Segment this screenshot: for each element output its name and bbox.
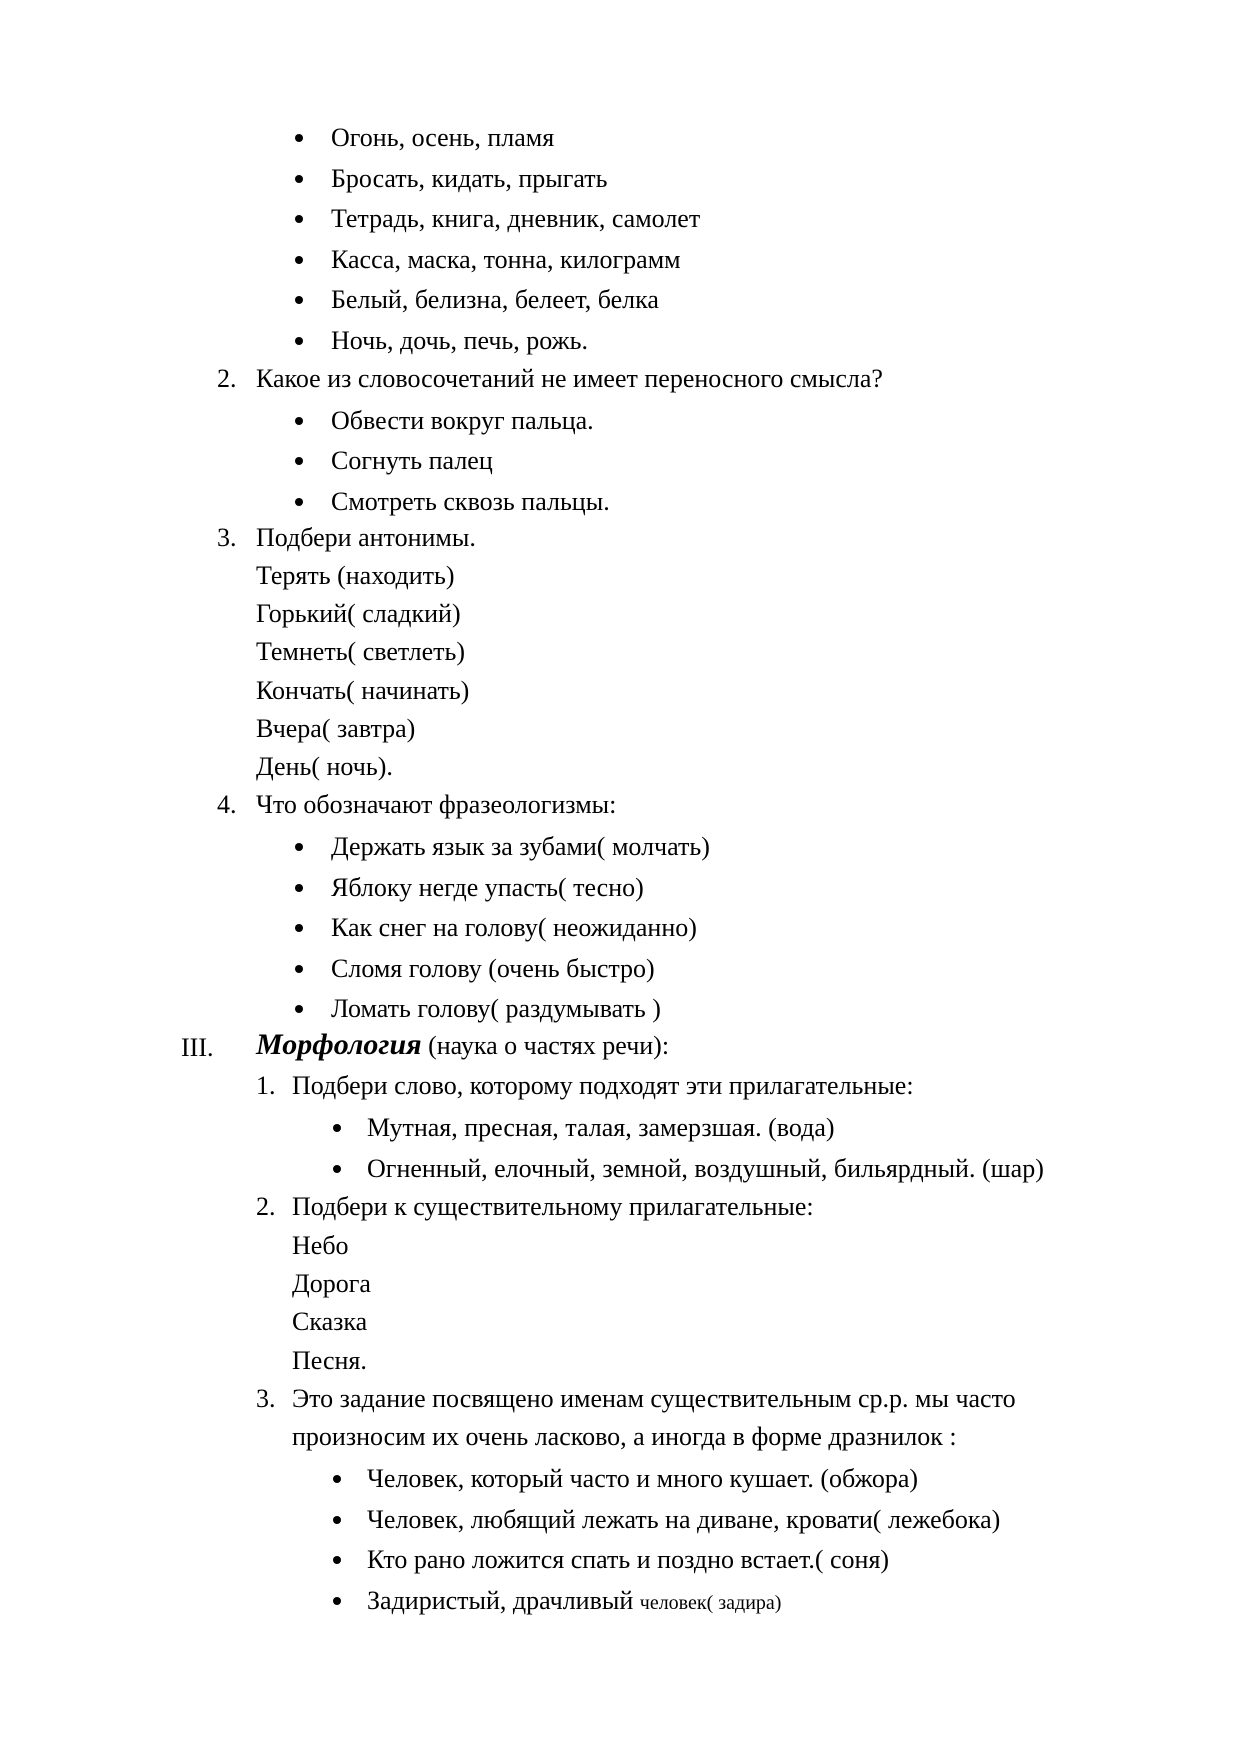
bullet <box>295 337 303 345</box>
list-item: Бросать, кидать, прыгать <box>331 164 608 193</box>
list-item: Огонь, осень, пламя <box>331 123 555 152</box>
bullet <box>295 175 303 183</box>
bullet <box>333 1165 341 1173</box>
bullet <box>295 924 303 932</box>
list-item: Человек, любящий лежать на диване, кровати( лежебока) <box>367 1505 1001 1534</box>
bullet <box>295 296 303 304</box>
question-number: 1. <box>256 1071 276 1100</box>
bullet <box>295 457 303 465</box>
list-item: Касса, маска, тонна, килограмм <box>331 245 681 274</box>
list-item: Кто рано ложится спать и поздно встает.( соня) <box>367 1545 890 1574</box>
bullet <box>295 256 303 264</box>
bullet <box>333 1556 341 1564</box>
bullet <box>295 884 303 892</box>
list-item: Мутная, пресная, талая, замерзшая. (вода) <box>367 1113 835 1142</box>
question-number: 2. <box>256 1192 276 1221</box>
question-number: 3. <box>217 523 237 552</box>
bullet <box>295 843 303 851</box>
answer-line: Сказка <box>292 1307 368 1336</box>
list-item: Смотреть сквозь пальцы. <box>331 487 610 516</box>
list-item: Огненный, елочный, земной, воздушный, бильярдный. (шар) <box>367 1154 1044 1183</box>
bullet <box>295 134 303 142</box>
bullet <box>333 1597 341 1605</box>
list-item: Обвести вокруг пальца. <box>331 406 594 435</box>
question-text: Подбери антонимы. <box>256 523 476 552</box>
question-text: Это задание посвящено именам существительным ср.р. мы часто <box>292 1384 1016 1413</box>
answer-line: Терять (находить) <box>256 561 455 590</box>
bullet <box>295 417 303 425</box>
list-item: Держать язык за зубами( молчать) <box>331 832 710 861</box>
section-heading <box>256 1030 669 1061</box>
answer-line: День( ночь). <box>256 752 393 781</box>
question-number: 4. <box>217 790 237 819</box>
bullet <box>295 1005 303 1013</box>
list-item: Белый, белизна, белеет, белка <box>331 285 659 314</box>
question-text: Подбери слово, которому подходят эти прилагательные: <box>292 1071 914 1100</box>
answer-line: Темнеть( светлеть) <box>256 637 466 666</box>
question-number: 3. <box>256 1384 276 1413</box>
answer-line: Горький( сладкий) <box>256 599 461 628</box>
list-item-small: человек( задира) <box>639 1592 782 1614</box>
question-text: Какое из словосочетаний не имеет переносного смысла? <box>256 364 883 393</box>
list-item: Яблоку негде упасть( тесно) <box>331 873 644 902</box>
list-item: Согнуть палец <box>331 446 493 475</box>
bullet <box>333 1516 341 1524</box>
list-item: Тетрадь, книга, дневник, самолет <box>331 204 701 233</box>
bullet <box>295 498 303 506</box>
answer-line: Песня. <box>292 1346 367 1375</box>
list-item <box>367 1586 781 1618</box>
list-item: Человек, который часто и много кушает. (обжора) <box>367 1464 919 1493</box>
list-item: Сломя голову (очень быстро) <box>331 954 655 983</box>
section-subtitle: (наука о частях речи): <box>421 1031 670 1060</box>
answer-line: Вчера( завтра) <box>256 714 416 743</box>
answer-line: Кончать( начинать) <box>256 676 470 705</box>
bullet <box>333 1475 341 1483</box>
question-text: Подбери к существительному прилагательные: <box>292 1192 814 1221</box>
list-item: Ночь, дочь, печь, рожь. <box>331 326 588 355</box>
bullet <box>295 215 303 223</box>
question-text: Что обозначают фразеологизмы: <box>256 790 617 819</box>
list-item: Как снег на голову( неожиданно) <box>331 913 697 942</box>
answer-line: Небо <box>292 1231 349 1260</box>
bullet <box>333 1124 341 1132</box>
answer-line: Дорога <box>292 1269 371 1298</box>
question-text: произносим их очень ласково, а иногда в форме дразнилок : <box>292 1422 957 1451</box>
bullet <box>295 965 303 973</box>
list-item-main: Задиристый, драчливый <box>367 1586 640 1615</box>
section-title: Морфология <box>256 1028 422 1061</box>
section-roman-number: III. <box>181 1033 214 1062</box>
list-item: Ломать голову( раздумывать ) <box>331 994 661 1023</box>
question-number: 2. <box>217 364 237 393</box>
